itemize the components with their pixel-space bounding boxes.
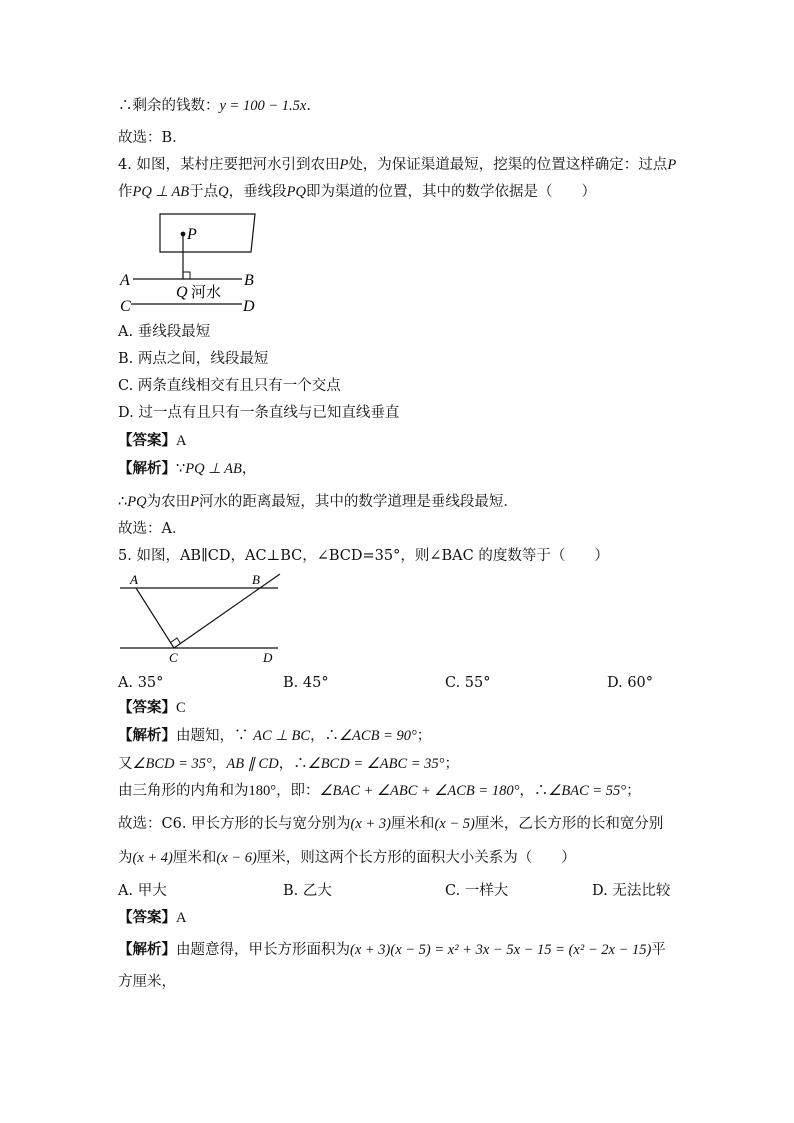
q4-var-p2: P [667,157,677,173]
text: 厘米，乙长方形的长和宽分别 [474,816,664,832]
answer-label: 【答案】 [118,432,176,449]
math-180: 180° [248,783,277,799]
selection-line-3: 故选：B． [118,130,187,146]
text: 厘米和 [172,850,217,866]
analysis-math-pq-perp-ab: PQ ⊥ AB [185,461,242,477]
text: 厘米和 [390,816,435,832]
question-5-text: 5. 如图，AB∥CD，AC⊥BC，∠BCD=35°，则∠BAC 的度数等于（ ） [118,548,609,564]
text-farmland: 为农田 [146,494,191,510]
q4-analysis-line-2 [118,492,518,512]
segment-cb [174,574,280,648]
q4-option-c: C. 两条直线相交有且只有一个交点 [118,378,341,394]
text: ， [211,756,227,772]
q6-option-a: A. 甲大 [118,883,167,899]
text: ，即： [276,783,320,799]
q4-selection: 故选：A． [118,521,187,537]
q5-answer [118,698,186,718]
answer-value: A [176,433,187,449]
q5-analysis-line-3 [118,781,641,801]
therefore-symbol: ∴ [118,494,128,510]
text: ； [416,728,432,744]
q6-answer [118,908,186,928]
math-area-expansion: (x + 3)(x − 5) = x² + 3x − 5x − 15 = (x² − 2x − 15) [350,942,652,958]
text: ，∴ [519,783,549,799]
answer-value: A [176,910,187,926]
text: 由题意得，甲长方形面积为 [176,942,350,958]
text: 又 [118,756,133,772]
label-a: A [130,572,138,587]
math-x-minus-6: (x − 6) [216,850,257,866]
q6-option-d: D. 无法比较 [592,883,671,899]
text-line-1 [118,96,311,116]
q6-option-b: B. 乙大 [283,883,332,899]
var-p: P [190,494,199,510]
label-d: D [243,298,255,315]
label-b: B [244,272,254,289]
q4-answer [118,431,186,451]
q6-option-c: C. 一样大 [445,883,509,899]
q4-option-b: B. 两点之间，线段最短 [118,351,269,367]
text: ； [626,783,641,799]
text: 为 [118,850,133,866]
q6-analysis-line-1 [118,940,666,960]
q4-analysis-line-1 [118,459,256,479]
q6-analysis-line-2: 方厘米， [118,974,176,990]
label-q: Q [176,284,188,301]
var-pq: PQ [127,494,147,510]
math-x-plus-4: (x + 4) [132,850,173,866]
comma: ， [241,461,257,477]
figure-parallel-triangle [118,570,286,666]
question-6-line-2 [118,848,576,868]
q5-option-b: B. 45° [283,675,329,691]
right-angle-mark-c [171,638,181,644]
text: 由题知，∵ [176,728,249,744]
q4-text-f: 即为渠道的位置，其中的数学依据是（ ） [306,184,596,200]
math-angles-equal: ∠BCD = ∠ABC = 35° [307,756,445,772]
segment-ac [136,588,174,648]
label-p: P [187,226,197,243]
q5-analysis-line-2 [118,754,459,774]
math-angle-sum: ∠BAC + ∠ABC + ∠ACB = 180° [319,783,520,799]
text: 平 [651,942,666,958]
math-x-plus-3: (x + 3) [350,816,391,832]
q4-text-e: ，垂线段 [228,184,287,200]
q5-option-d: D. 60° [607,675,654,691]
q4-math-pq-perp-ab: PQ ⊥ AB [132,184,190,200]
q5-analysis-line-1 [118,726,431,746]
question-4-line-1 [118,155,676,175]
label-c: C [169,650,178,665]
q4-text-d: 于点 [189,184,219,200]
because-symbol: ∵ [176,461,186,477]
label-c: C [120,298,131,315]
text-conclusion: 河水的距离最短，其中的数学道理是垂线段最短． [198,494,518,510]
question-6-line-1 [118,814,663,834]
remaining-money-text: ∴剩余的钱数： [118,98,220,114]
right-angle-mark-q [183,272,190,279]
math-angle-bac: ∠BAC = 55° [548,783,627,799]
math-angle-acb: ∠ACB = 90° [339,728,417,744]
q5-option-c: C. 55° [445,675,491,691]
formula-remaining: y = 100 − 1.5x [219,98,307,114]
q4-text-b: 处，为保证渠道最短，挖渠的位置这样确定：过点 [348,157,668,173]
text: 厘米，则这两个长方形的面积大小关系为（ ） [256,850,576,866]
q4-var-pq: PQ [286,184,306,200]
farmland-shape [160,214,255,252]
math-angle-bcd: ∠BCD = 35° [132,756,212,772]
q4-option-a: A. 垂线段最短 [118,324,211,340]
figure-river-canal [115,208,275,318]
text: 故选：C6. 甲长方形的长与宽分别为 [118,816,351,832]
label-b: B [252,572,260,587]
math-x-minus-5: (x − 5) [434,816,475,832]
text: ，∴ [278,756,308,772]
analysis-label: 【解析】 [118,941,176,958]
analysis-label: 【解析】 [118,727,176,744]
label-d: D [263,650,273,665]
label-a: A [120,272,130,289]
math-ab-parallel-cd: AB ∥ CD [226,756,279,772]
math-ac-perp-bc: AC ⊥ BC [253,728,311,744]
text: ； [444,756,459,772]
q4-text-a: 4. 如图，某村庄要把河水引到农田 [118,157,340,173]
answer-label: 【答案】 [118,909,176,926]
analysis-label: 【解析】 [118,460,176,477]
q5-option-a: A. 35° [118,675,164,691]
period: . [306,98,311,114]
question-4-line-2 [118,182,596,202]
answer-value: C [176,700,186,716]
answer-label: 【答案】 [118,699,176,716]
q4-var-q: Q [218,184,229,200]
q4-text-c: 作 [118,184,133,200]
label-river: 河水 [191,283,222,301]
text: 由三角形的内角和为 [118,783,249,799]
q4-option-d: D. 过一点有且只有一条直线与已知直线垂直 [118,405,400,421]
text: ，∴ [310,728,340,744]
q4-var-p: P [339,157,349,173]
